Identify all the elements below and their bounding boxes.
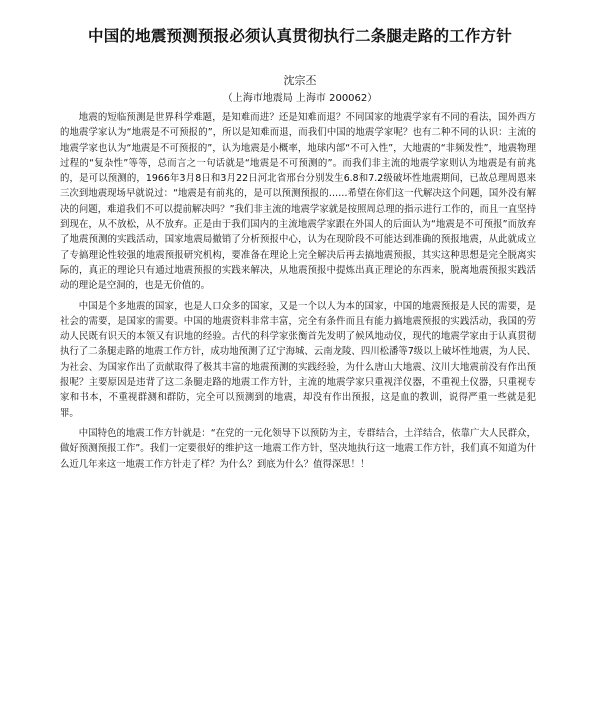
paragraph-1: 地震的短临预测是世界科学难题，是知难而进？还是知难而退？不同国家的地震学家有不同的看法，国外西方的地震学家认为“地震是不可预报的”，所以是知难而退，而我们中国的地震学家呢？也有二种不同的认识：主流的地震学家也认为“地震是不可预报的”，认为地震是小概率，地球内部“不可入性”，大地震的“非频发性”，地震物理过程的“复杂性”等等，总而言之一句话就是“地震是不可预测的”。而我们非主流的地震学家则认为地震是有前兆的，是可以预测的，1966年3月8日和3月22日河北省邢台分别发生6.8和7.2级破坏性地震期间，已故总理周恩来三次到地震现场早就说过：“地震是有前兆的，是可以预测预报的……希望在你们这一代解决这个问题，国外没有解决的问题，难道我们不可以提前解决吗？”我们非主流的地震学家就是按照周总理的指示进行工作的，而且一直坚持到现在，从不放松，从不放弃。正是由于我们国内的主流地震学家跟在外国人的后面认为“地震是不可预报”而放弃了地震预测的实践活动，国家地震局撤销了分析预报中心，认为在现阶段不可能达到准确的预报地震，从此就成立了专搞理论性较强的地震预报研究机构，要准备在理论上完全解决后再去搞地震预报，其实这种思想是完全脱离实际的，真正的理论只有通过地震预报的实践来解决，从地震预报中提炼出真正理论的东西来，脱离地震预报实践活动的理论是空洞的，也是无价值的。 [60, 112, 536, 292]
author-affiliation: （上海市地震局 上海市 200062） [222, 93, 378, 104]
paragraph-3: 中国特色的地震工作方针就是：“在党的一元化领导下以预防为主，专群结合，土洋结合，依靠广大人民群众，做好预测预报工作”。我们一定要很好的维护这一地震工作方针，坚决地执行这一地震工作方针，我们真不知道为什么近几年来这一地震工作方针走了样？为什么？到底为什么？值得深思！！ [60, 427, 536, 470]
document-title: 中国的地震预测预报必须认真贯彻执行二条腿走路的工作方针 [88, 27, 512, 45]
body-text [60, 110, 536, 477]
author-name: 沈宗丕 [283, 74, 317, 87]
paragraph-2: 中国是个多地震的国家，也是人口众多的国家，又是一个以人为本的国家，中国的地震预报是人民的需要，是社会的需要，是国家的需要。中国的地震资料非常丰富，完全有条件而且有能力搞地震预报的实践活动，我国的劳动人民既有识天的本领又有识地的经验。古代的科学家张衡首先发明了候风地动仪，现代的地震学家由于认真贯彻执行了二条腿走路的地震工作方针，成功地预测了辽宁海城、云南龙陵、四川松潘等7级以上破坏性地震，为人民、为社会、为国家作出了贡献取得了极其丰富的地震预测的实践经验，为什么唐山大地震、汶川大地震前没有作出预报呢？主要原因是违背了这二条腿走路的地震工作方针，主流的地震学家只重视洋仪器，不重视土仪器，只重视专家和书本，不重视群测和群防，完全可以预测到的地震，却没有作出预报，这是血的教训，说得严重一些就是犯罪。 [60, 300, 536, 419]
